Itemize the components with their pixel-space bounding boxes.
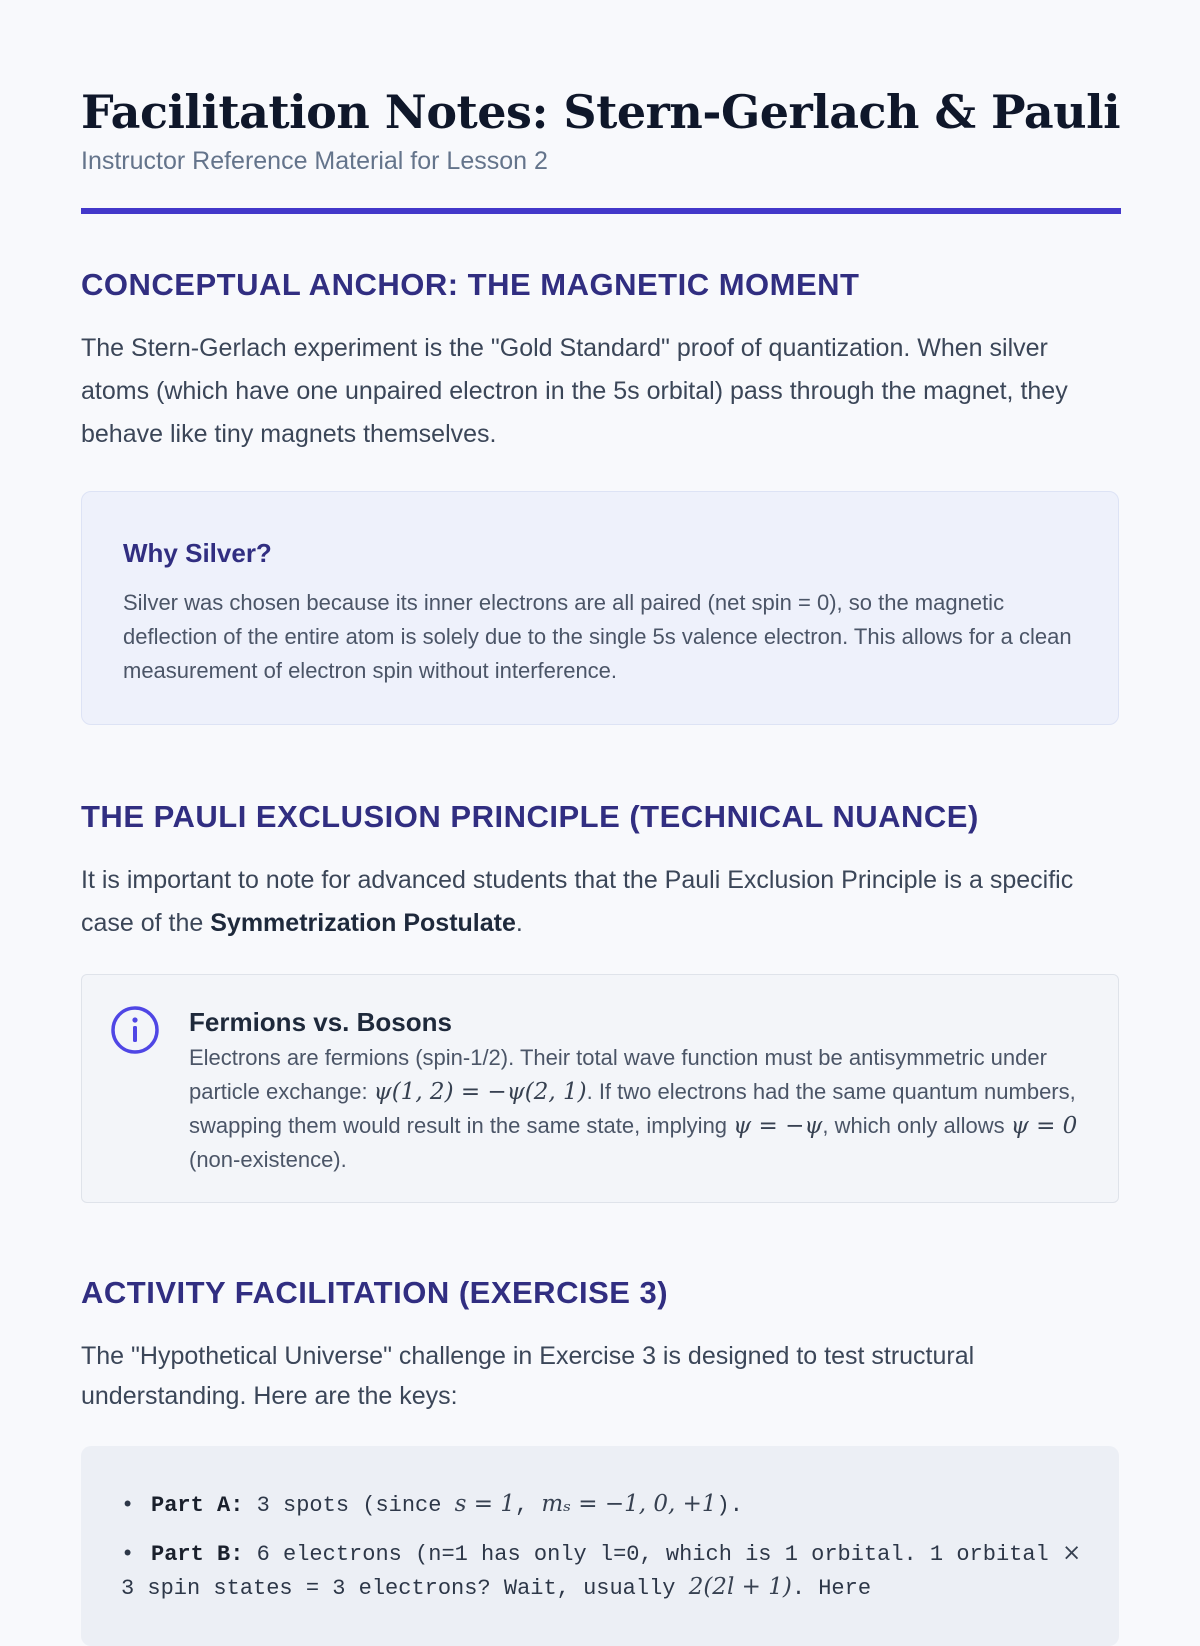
info-callout-body: Electrons are fermions (spin-1/2). Their total wave function must be antisymmetric under particle exchange: ψ(1, 2) = −ψ(2, 1). If two electrons had the same quantum numbers, swapping them would result in the same state, implying ψ = −ψ, which only allows ψ = 0 (non-existence). xyxy=(189,1045,1078,1172)
section-paragraph-pauli: It is important to note for advanced students that the Pauli Exclusion Principle is a specific case of the Symmetrization Postulate. xyxy=(81,866,1074,937)
info-callout-title: Fermions vs. Bosons xyxy=(189,1007,452,1037)
page-title: Facilitation Notes: Stern-Gerlach & Pauli xyxy=(81,85,1121,139)
psi-equals-zero: ψ = 0 xyxy=(1010,1113,1078,1139)
page-subtitle: Instructor Reference Material for Lesson 2 xyxy=(81,147,548,175)
section-paragraph-activity: The "Hypothetical Universe" challenge in Exercise 3 is designed to test structural understanding. Here are the keys: xyxy=(81,1342,975,1410)
symmetrization-postulate-term: Symmetrization Postulate xyxy=(210,909,516,937)
callout-body: Silver was chosen because its inner electrons are all paired (net spin = 0), so the magnetic deflection of the entire atom is solely due to the single 5s valence electron. This allows for a clean measurement of electron spin without interference. xyxy=(123,590,1072,683)
callout-title: Why Silver? xyxy=(123,538,272,568)
key-label: Part B: xyxy=(151,1542,244,1567)
callout-why-silver xyxy=(81,491,1119,725)
section-heading-activity: ACTIVITY FACILITATION (EXERCISE 3) xyxy=(81,1275,669,1310)
answer-keys-list xyxy=(121,1488,1096,1620)
answer-keys-box xyxy=(81,1446,1119,1646)
list-item: • Part A: 3 spots (since s = 1, mₛ = −1, 0, +1). xyxy=(121,1491,743,1518)
list-item: • Part B: 6 electrons (n=1 has only l=0, which is 1 orbital. 1 orbital × 3 spin states = 3 electrons? Wait, usually 2(2l + 1). Here xyxy=(121,1540,1082,1601)
title-divider xyxy=(81,208,1121,214)
section-heading-pauli: THE PAULI EXCLUSION PRINCIPLE (TECHNICAL NUANCE) xyxy=(81,799,979,834)
antisymmetry-equation: ψ(1, 2) = −ψ(2, 1) xyxy=(373,1079,587,1105)
info-icon xyxy=(110,1005,160,1055)
section-paragraph-magnetic-moment: The Stern-Gerlach experiment is the "Gold Standard" proof of quantization. When silver atoms (which have one unpaired electron in the 5s orbital) pass through the magnet, they behave like tiny magnets themselves. xyxy=(81,334,1068,448)
section-heading-magnetic-moment: CONCEPTUAL ANCHOR: THE MAGNETIC MOMENT xyxy=(81,267,860,302)
key-label: Part A: xyxy=(151,1493,244,1518)
psi-equals-minus-psi: ψ = −ψ xyxy=(733,1113,823,1139)
info-callout-fermions-bosons xyxy=(81,974,1119,1203)
